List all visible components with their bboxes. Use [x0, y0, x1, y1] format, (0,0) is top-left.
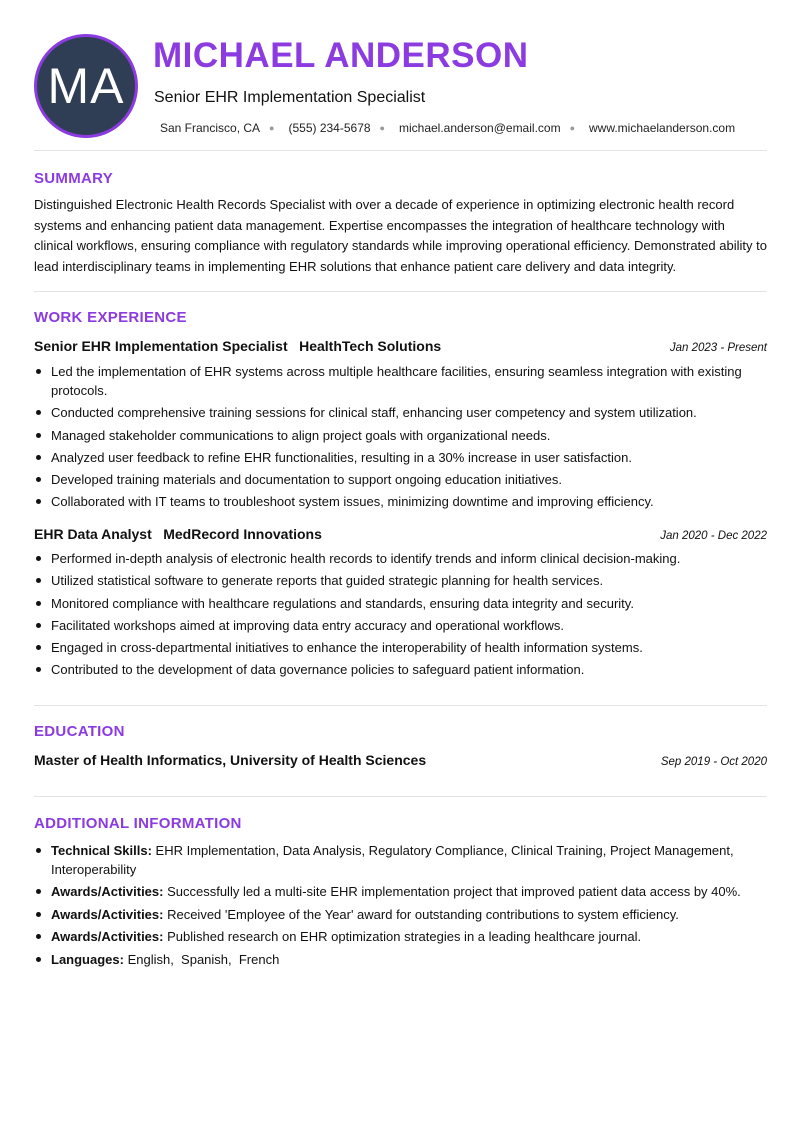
list-item: Monitored compliance with healthcare regulations and standards, ensuring data integrity and security. — [34, 594, 767, 613]
separator-dot: ● — [569, 123, 576, 133]
additional-info-list — [34, 841, 767, 972]
item-label: Awards/Activities: — [51, 906, 164, 922]
job-role: EHR Data Analyst — [34, 526, 152, 542]
candidate-name: MICHAEL ANDERSON — [153, 36, 529, 75]
list-item — [34, 905, 767, 924]
divider — [34, 705, 767, 706]
summary-text: Distinguished Electronic Health Records Specialist with over a decade of experience in optimizing electronic health record systems and enhancing patient data management. Expertise encompasses the integration of healthcare technology with clinical workflows, ensuring compliance with regulatory standards while improving operational efficiency. Demonstrated ability to lead interdisciplinary teams in implementing EHR solutions that enhance patient care delivery and data integrity. — [34, 197, 767, 274]
education-heading: EDUCATION — [34, 723, 125, 740]
list-item — [34, 841, 767, 879]
item-label: Technical Skills: — [51, 843, 152, 858]
job-company: MedRecord Innovations — [163, 526, 322, 542]
list-item: Performed in-depth analysis of electronic health records to identify trends and inform clinical decision-making. — [34, 549, 767, 568]
list-item: Developed training materials and documentation to support ongoing education initiatives. — [34, 470, 767, 489]
contact-website[interactable]: www.michaelanderson.com — [589, 121, 736, 135]
job-bullets — [34, 362, 767, 515]
job-bullets — [34, 549, 767, 683]
item-label: Awards/Activities: — [51, 928, 164, 944]
degree: Master of Health Informatics, University of Health Sciences — [34, 752, 427, 768]
list-item — [34, 927, 767, 946]
item-text: Successfully led a multi-site EHR implementation project that improved patient data access by 40%. — [163, 884, 741, 900]
contact-location: San Francisco, CA — [160, 121, 261, 135]
education-dates: Sep 2019 - Oct 2020 — [660, 756, 767, 768]
list-item — [34, 882, 767, 901]
list-item — [34, 950, 767, 969]
job-dates: Jan 2020 - Dec 2022 — [660, 530, 767, 542]
job-header — [34, 338, 767, 356]
item-text: English, Spanish, French — [123, 951, 280, 967]
divider — [34, 796, 767, 797]
list-item: Conducted comprehensive training sessions for clinical staff, enhancing user competency and system utilization. — [34, 403, 767, 422]
item-label: Languages: — [51, 951, 124, 967]
separator-dot: ● — [269, 123, 275, 133]
item-text: Received 'Employee of the Year' award for outstanding contributions to system efficiency. — [163, 906, 679, 922]
list-item: Facilitated workshops aimed at improving data entry accuracy and operational workflows. — [34, 616, 767, 635]
divider — [34, 291, 767, 292]
candidate-title: Senior EHR Implementation Specialist — [154, 89, 426, 106]
avatar-initials: MA — [47, 58, 125, 114]
list-item: Analyzed user feedback to refine EHR functionalities, resulting in a 30% increase in user satisfaction. — [34, 448, 767, 467]
avatar — [34, 34, 138, 138]
list-item: Contributed to the development of data governance policies to safeguard patient information. — [34, 660, 767, 679]
list-item: Collaborated with IT teams to troubleshoot system issues, minimizing downtime and improving efficiency. — [34, 492, 767, 511]
summary-heading: SUMMARY — [34, 170, 114, 187]
list-item: Utilized statistical software to generate reports that guided strategic planning for health services. — [34, 571, 767, 590]
divider — [34, 150, 767, 151]
item-text: Published research on EHR optimization strategies in a leading healthcare journal. — [163, 928, 642, 944]
list-item: Led the implementation of EHR systems across multiple healthcare facilities, ensuring seamless integration with existing protocols. — [34, 362, 767, 400]
job-company: HealthTech Solutions — [299, 338, 442, 354]
job-header — [34, 526, 767, 544]
job-dates: Jan 2023 - Present — [669, 342, 767, 354]
contact-bar — [160, 121, 735, 135]
contact-phone[interactable]: (555) 234-5678 — [288, 121, 371, 135]
work-experience-heading: WORK EXPERIENCE — [34, 309, 187, 326]
education-entry — [34, 752, 767, 768]
job-role: Senior EHR Implementation Specialist — [34, 338, 288, 354]
separator-dot: ● — [379, 123, 385, 133]
additional-info-heading: ADDITIONAL INFORMATION — [34, 815, 242, 832]
item-text: EHR Implementation, Data Analysis, Regulatory Compliance, Clinical Training, Project Management, Interoperability — [51, 843, 734, 877]
contact-email[interactable]: michael.anderson@email.com — [398, 121, 561, 135]
list-item: Managed stakeholder communications to align project goals with organizational needs. — [34, 426, 767, 445]
item-label: Awards/Activities: — [51, 884, 164, 900]
list-item: Engaged in cross-departmental initiatives to enhance the interoperability of health information systems. — [34, 638, 767, 657]
